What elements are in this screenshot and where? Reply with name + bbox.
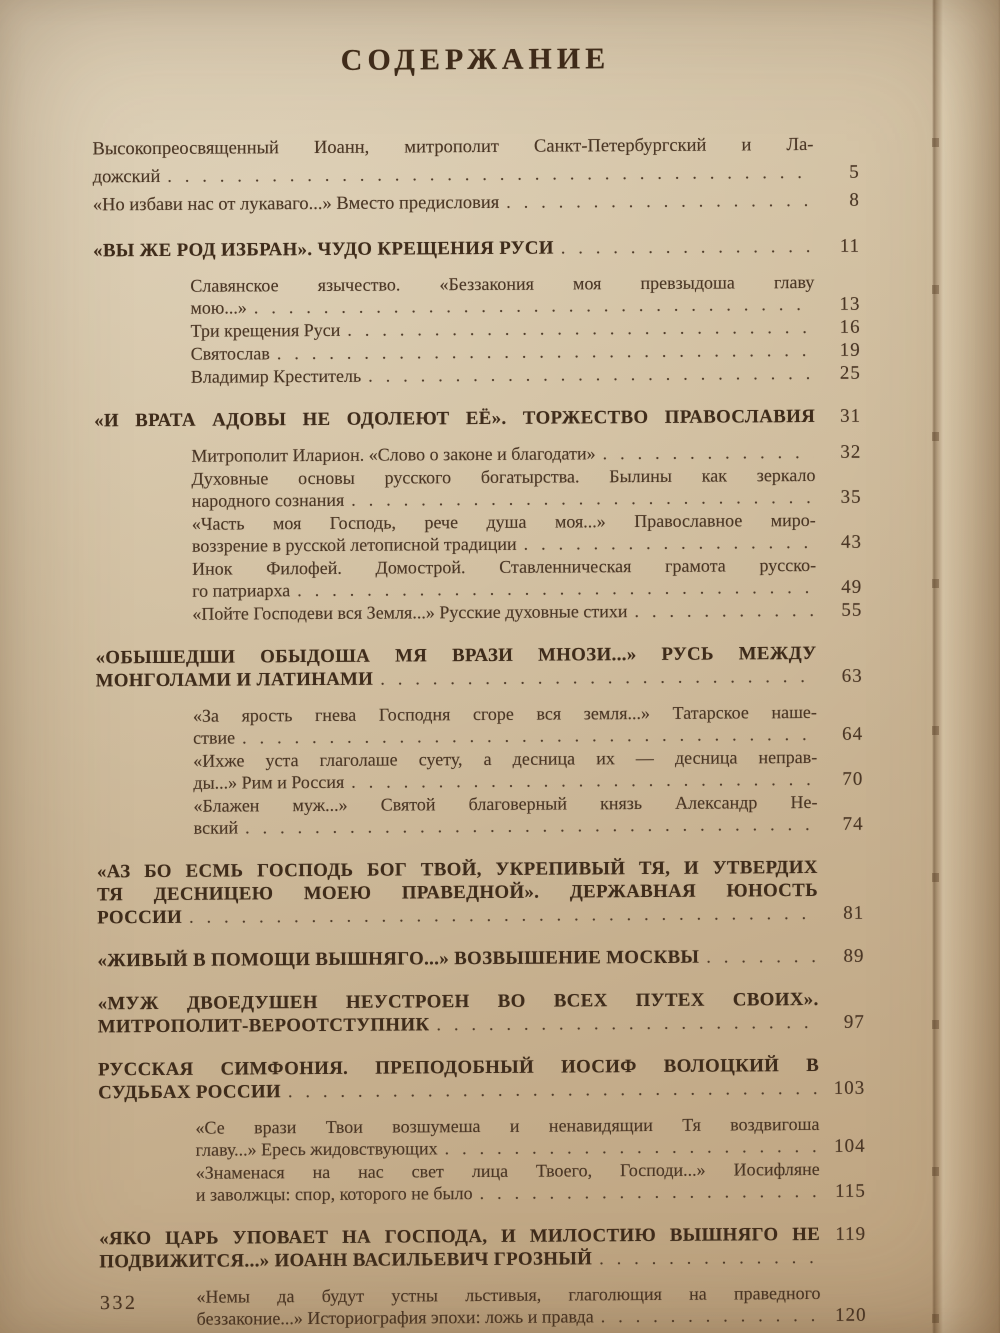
- toc-page-number: 13: [839, 293, 861, 315]
- page-edge: [932, 0, 1000, 1333]
- toc-entry: [95, 599, 862, 627]
- dot-leader: [561, 235, 812, 260]
- toc-entry: [97, 945, 864, 973]
- toc-entry: [94, 464, 861, 514]
- toc-line-text: «Но избави нас от лукаваго...» Вместо предисловия: [92, 192, 500, 216]
- dot-leader: [599, 1246, 818, 1270]
- toc-page-number: 5: [849, 161, 860, 183]
- toc-entry: [96, 701, 863, 751]
- toc-page-number: 19: [839, 339, 861, 361]
- toc-line-text: «ЖИВЫЙ В ПОМОЩИ ВЫШНЯГО...» ВОЗВЫШЕНИЕ МОСКВЫ: [97, 946, 700, 972]
- page-edge-notches: [932, 0, 939, 1333]
- dot-leader: [277, 339, 813, 364]
- toc-entry: [99, 1282, 866, 1332]
- dot-leader: [297, 576, 814, 601]
- toc-line-text: го патриарха: [192, 580, 291, 601]
- toc-line: [98, 1077, 865, 1105]
- toc-line-text: дожский: [92, 166, 161, 188]
- toc-entry: [93, 187, 860, 220]
- toc-line-text: вский: [193, 817, 239, 838]
- toc-line-text: «За ярость гнева Господня сгоре вся земля...» Татарское наше-: [192, 701, 817, 726]
- toc-entry: [96, 642, 863, 693]
- toc-line-text: «Пойте Господеви вся Земля...» Русские духовные стихи: [192, 601, 628, 624]
- toc-entry: [93, 235, 860, 263]
- dot-leader: [445, 1135, 818, 1159]
- toc-line-text: Святослав: [190, 343, 270, 364]
- toc-page-number: 11: [839, 235, 861, 257]
- toc-entry: [98, 1054, 865, 1105]
- toc-line-text: «Ихже уста глаголаше суету, а десница их — десница неправ-: [193, 746, 818, 771]
- toc-line-text: «АЗ БО ЕСМЬ ГОСПОДЬ БОГ ТВОЙ, УКРЕПИВЫЙ ТЯ, И УТВЕРДИХ: [96, 856, 818, 883]
- toc-line-text: ПОДВИЖИТСЯ...» ИОАНН ВАСИЛЬЕВИЧ ГРОЗНЫЙ: [99, 1248, 593, 1273]
- toc-line: [197, 1304, 867, 1331]
- toc-entry: [99, 1223, 866, 1274]
- toc-entry: [93, 271, 860, 321]
- toc-line-text: беззаконие...» Историография эпохи: ложь и правда: [196, 1306, 594, 1329]
- toc-line-text: Духовные основы русского богатырства. Былины как зеркало: [191, 464, 816, 489]
- dot-leader: [380, 665, 815, 691]
- toc-entry: [99, 1158, 866, 1208]
- toc-page-number: 55: [841, 599, 863, 621]
- page-title: СОДЕРЖАНИЕ: [340, 42, 611, 77]
- toc-line: [98, 1011, 865, 1039]
- dot-leader: [245, 813, 816, 838]
- dot-leader: [288, 1077, 817, 1103]
- toc-entry: [98, 1113, 865, 1163]
- toc-line-text: «ВЫ ЖЕ РОД ИЗБРАН». ЧУДО КРЕЩЕНИЯ РУСИ: [93, 237, 554, 262]
- toc-line: [192, 599, 862, 626]
- toc-line-text: «МУЖ ДВОЕДУШЕН НЕУСТРОЕН ВО ВСЕХ ПУТЕХ СВОИХ».: [97, 988, 819, 1015]
- toc-line-text: МОНГОЛАМИ И ЛАТИНАМИ: [95, 668, 374, 692]
- toc-line-text: «Часть моя Господь, рече душа моя...» Православное миро-: [191, 509, 816, 534]
- toc-line-text: «Блажен муж...» Святой благоверный князь Александр Не-: [193, 791, 818, 816]
- toc-line-text: ды...» Рим и Россия: [193, 771, 345, 793]
- toc-entry: [98, 988, 865, 1039]
- toc-line: [94, 405, 861, 433]
- toc-page-number: 119: [835, 1223, 867, 1245]
- toc-line-text: «ОБЫШЕДШИ ОБЫДОША МЯ ВРАЗИ МНОЗИ...» РУСЬ МЕЖДУ: [95, 642, 817, 669]
- dot-leader: [189, 902, 816, 929]
- toc-entry: [95, 509, 862, 559]
- toc-line-text: МИТРОПОЛИТ-ВЕРООТСТУПНИК: [97, 1014, 430, 1038]
- toc-line: [93, 235, 860, 263]
- toc-line-text: Инок Филофей. Домострой. Ставленническая грамота русско-: [192, 554, 817, 579]
- toc-line-text: и заволжцы: спор, которого не было: [195, 1183, 473, 1205]
- toc-page-number: 103: [833, 1077, 866, 1099]
- toc-line-text: воззрение в русской летописной традиции: [191, 533, 517, 556]
- toc-line-text: ствие: [193, 727, 236, 748]
- dot-leader: [242, 723, 815, 748]
- toc-entry: [96, 746, 863, 796]
- dot-leader: [706, 945, 816, 969]
- dot-leader: [602, 441, 813, 464]
- dot-leader: [634, 599, 814, 622]
- toc-entry: [94, 362, 861, 390]
- toc-page-number: 104: [834, 1135, 866, 1157]
- toc-line-text: «И ВРАТА АДОВЫ НЕ ОДОЛЕЮТ ЕЁ». ТОРЖЕСТВО ПРАВОСЛАВИЯ: [94, 405, 816, 432]
- toc-line-text: «Знаменася на нас свет лица Твоего, Господи...» Иосифляне: [195, 1158, 820, 1183]
- toc-line-text: «Немы да будут устны льстивыя, глаголющия на праведного: [196, 1282, 821, 1307]
- toc-line-text: Владимир Креститель: [190, 365, 362, 387]
- toc-entry: [95, 554, 862, 604]
- toc-line-text: СУДЬБАХ РОССИИ: [98, 1081, 282, 1104]
- dot-leader: [254, 293, 813, 318]
- dot-leader: [167, 159, 812, 191]
- toc-page-number: 120: [835, 1304, 867, 1326]
- toc-page-number: 31: [840, 405, 862, 427]
- toc-line-text: «Се врази Твои возшумеша и ненавидящии Тя воздвигоша: [195, 1113, 820, 1138]
- toc-line: [96, 665, 863, 693]
- dot-leader: [524, 531, 814, 555]
- toc-line: [196, 1180, 866, 1207]
- toc-page-number: 8: [849, 189, 860, 211]
- toc-page-number: 49: [841, 576, 863, 598]
- toc-line: [97, 902, 864, 930]
- toc-sheet: [92, 40, 867, 1332]
- toc-page-number: 16: [839, 316, 861, 338]
- dot-leader: [351, 486, 814, 511]
- toc-page-number: 64: [842, 723, 864, 745]
- toc-line-text: мою...»: [190, 297, 247, 318]
- toc-page-number: 115: [835, 1180, 866, 1202]
- toc-line-text: главу...» Ересь жидовствующих: [195, 1138, 438, 1160]
- toc-entry: [92, 132, 859, 192]
- dot-leader: [347, 316, 812, 341]
- toc-page-number: 32: [840, 441, 862, 463]
- toc-page-number: 81: [843, 902, 865, 924]
- toc-line: [93, 187, 860, 220]
- toc-line-text: РОССИИ: [97, 906, 183, 929]
- dot-leader: [368, 362, 813, 387]
- folio-page-number: 332: [99, 1291, 138, 1315]
- toc-page-number: 25: [839, 362, 861, 384]
- toc-page-number: 74: [842, 813, 864, 835]
- toc-page-number: 43: [840, 531, 862, 553]
- dot-leader: [601, 1304, 819, 1327]
- toc-line-text: РУССКАЯ СИМФОНИЯ. ПРЕПОДОБНЫЙ ИОСИФ ВОЛОЦКИЙ В: [98, 1054, 820, 1081]
- dot-leader: [436, 1011, 817, 1036]
- toc-list: [92, 132, 866, 1332]
- toc-page-number: 97: [843, 1011, 865, 1033]
- toc-page-number: 35: [840, 486, 862, 508]
- toc-line-text: Высокопреосвященный Иоанн, митрополит Санкт-Петербургский и Ла-: [92, 134, 814, 160]
- toc-line-text: народного сознания: [191, 489, 345, 511]
- toc-line-text: Митрополит Иларион. «Слово о законе и благодати»: [191, 443, 596, 466]
- toc-line-text: Славянское язычество. «Беззакония моя превзыдоша главу: [190, 271, 815, 296]
- toc-line-text: Три крещения Руси: [190, 319, 341, 341]
- toc-entry: [96, 791, 863, 841]
- toc-line: [194, 813, 864, 840]
- dot-leader: [479, 1180, 817, 1204]
- toc-line-text: ТЯ ДЕСНИЦЕЮ МОЕЮ ПРАВЕДНОЙ». ДЕРЖАВНАЯ ЮНОСТЬ: [96, 879, 819, 906]
- dot-leader: [351, 768, 815, 793]
- dot-leader: [506, 187, 812, 217]
- toc-page-number: 89: [843, 945, 865, 967]
- toc-line-text: «ЯКО ЦАРЬ УПОВАЕТ НА ГОСПОДА, И МИЛОСТИЮ ВЫШНЯГО НЕ: [99, 1223, 821, 1250]
- toc-page-number: 63: [841, 665, 863, 687]
- toc-line: [97, 945, 864, 973]
- toc-line: [99, 1246, 866, 1274]
- toc-page-number: 70: [842, 768, 864, 790]
- toc-entry: [97, 856, 864, 930]
- toc-entry: [94, 405, 861, 433]
- toc-line: [191, 362, 861, 389]
